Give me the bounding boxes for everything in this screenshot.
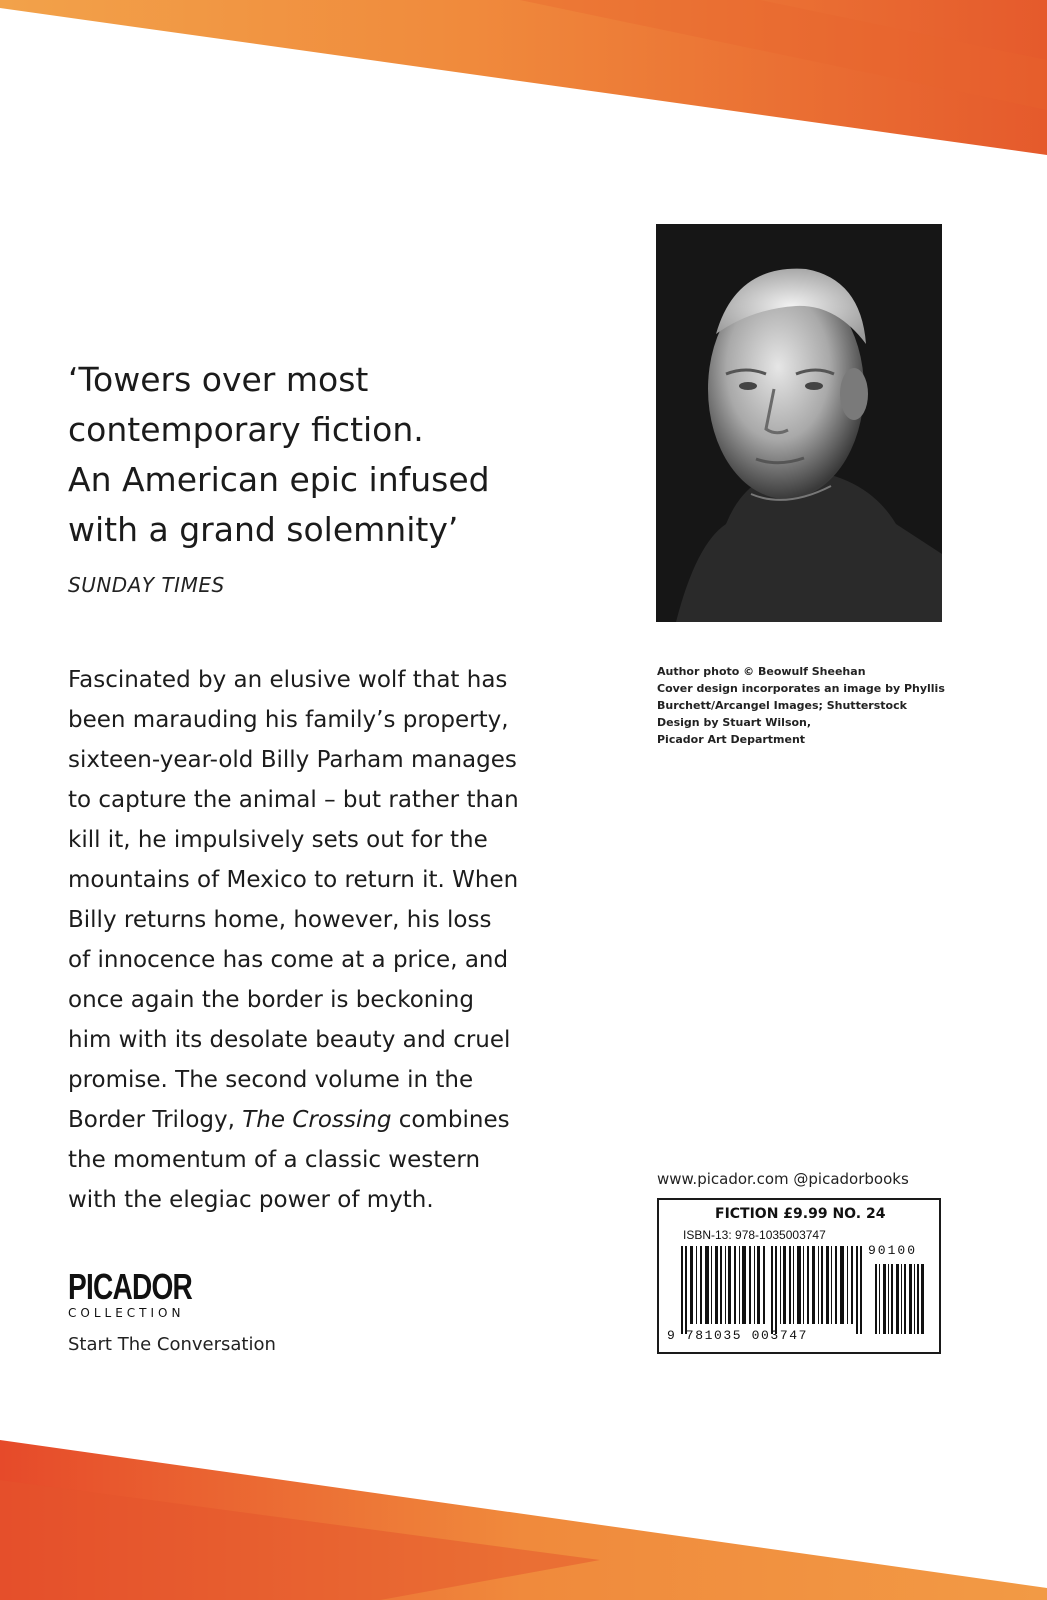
press-quote: [68, 355, 588, 555]
blurb-text: Border Trilogy,: [68, 1107, 243, 1133]
blurb-line: once again the border is beckoning: [68, 987, 474, 1013]
blurb-line: kill it, he impulsively sets out for the: [68, 827, 488, 853]
barcode-panel: [657, 1198, 941, 1354]
book-title: The Crossing: [242, 1107, 392, 1133]
top-color-band: [0, 0, 1047, 160]
isbn-text: ISBN-13: 978-1035003747: [683, 1228, 826, 1242]
blurb-line: [68, 1100, 588, 1140]
bottom-color-band: [0, 1440, 1047, 1600]
blurb-line: with the elegiac power of myth.: [68, 1187, 434, 1213]
blurb-line: Fascinated by an elusive wolf that has: [68, 667, 508, 693]
blurb-line: promise. The second volume in the: [68, 1067, 474, 1093]
price-line: FICTION £9.99 NO. 24: [715, 1206, 886, 1222]
barcode-icon: [679, 1246, 929, 1336]
logo-wordmark: PICADOR: [68, 1266, 193, 1307]
credit-line: Author photo © Beowulf Sheehan: [657, 665, 866, 678]
quote-source: SUNDAY TIMES: [68, 573, 225, 597]
credit-line: Cover design incorporates an image by Phyllis: [657, 682, 945, 695]
quote-line: contemporary fiction.: [68, 410, 424, 449]
blurb-text: combines: [391, 1107, 510, 1133]
blurb-line: been marauding his family’s property,: [68, 707, 509, 733]
blurb-line: sixteen-year-old Billy Parham manages: [68, 747, 517, 773]
blurb-line: the momentum of a classic western: [68, 1147, 481, 1173]
quote-line: ‘Towers over most: [68, 360, 369, 399]
ean-digits: 9 781035 003747: [667, 1328, 809, 1343]
credit-line: Design by Stuart Wilson,: [657, 716, 812, 729]
blurb-line: of innocence has come at a price, and: [68, 947, 509, 973]
supplement-code: 90100: [868, 1243, 918, 1258]
credit-line: Picador Art Department: [657, 733, 806, 746]
picador-logo: [68, 1268, 227, 1320]
cover-credits: [657, 663, 957, 748]
blurb-line: mountains of Mexico to return it. When: [68, 867, 519, 893]
blurb-line: Billy returns home, however, his loss: [68, 907, 492, 933]
blurb-line: to capture the animal – but rather than: [68, 787, 519, 813]
credit-line: Burchett/Arcangel Images; Shutterstock: [657, 699, 907, 712]
quote-line: with a grand solemnity’: [68, 510, 459, 549]
author-photo: [656, 224, 942, 622]
logo-subtitle: COLLECTION: [68, 1306, 185, 1320]
blurb-line: him with its desolate beauty and cruel: [68, 1027, 511, 1053]
tagline: Start The Conversation: [68, 1334, 276, 1355]
quote-line: An American epic infused: [68, 460, 490, 499]
publisher-web: www.picador.com @picadorbooks: [657, 1170, 909, 1188]
book-blurb: [68, 660, 588, 1220]
